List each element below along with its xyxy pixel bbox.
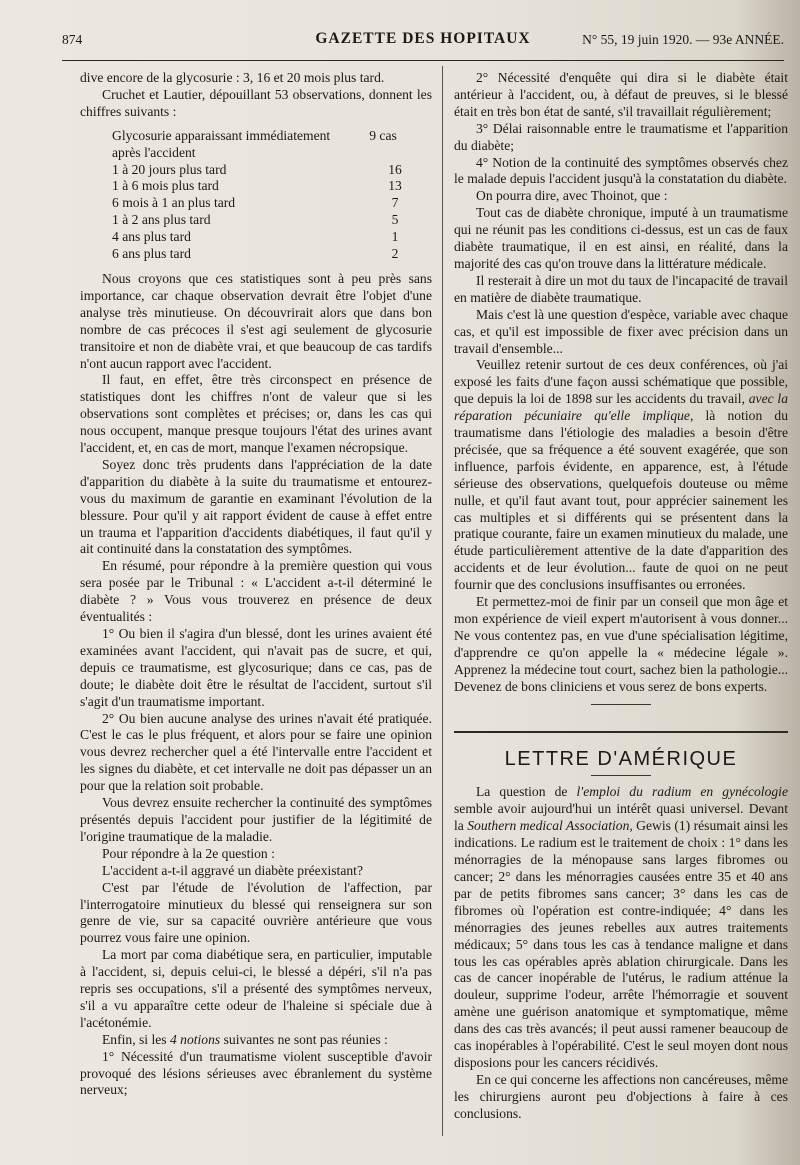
statistics-label: Glycosurie apparaissant immédiatement après l'accident [112,127,331,160]
text-run: suivantes ne sont pas réunies : [220,1031,388,1047]
paragraph [454,784,788,1071]
paragraph: Il faut, en effet, être très circonspect en présence de statistiques dont les chiffres n'ont de valeur que si les observations sont complètes et précises; or, dans les cas qui nous occupent, manque presque toujours l'état des urines avant l'accident, et, en cas de mort, manque l'examen nécropsique. [80,372,432,456]
emphasis: l'emploi du radium en gynécologie [576,784,788,800]
statistics-value: 5 [391,212,399,228]
statistics-label: 1 à 6 mois plus tard [112,178,219,194]
paragraph: 2° Nécessité d'enquête qui dira si le diabète était antérieur à l'accident, ou, à défaut de preuves, si le blessé était en très bon état de santé, s'il travaillait régulièrement; [454,70,788,119]
statistics-row [112,128,412,162]
statistics-row [112,246,412,263]
paragraph: dive encore de la glycosurie : 3, 16 et 20 mois plus tard. [80,70,385,85]
left-column [80,70,432,1099]
paragraph: Et permettez-moi de finir par un conseil que mon âge et mon expérience de vieil expert m'autorisent à vous donner... Ne vous contentez pas, en vue d'une spécialisation légitime, d'apprendre ce qu'on appelle la « médecine légale ». Apprenez la médecine tout court, sachez bien la pathologie... Devenez de bons cliniciens et vous serez de bons experts. [454,594,788,694]
paragraph [454,357,788,594]
statistics-row [112,212,412,229]
paragraph: 3° Délai raisonnable entre le traumatisme et l'apparition du diabète; [454,120,788,153]
paragraph: Mais c'est là une question d'espèce, variable avec chaque cas, et qu'il est impossible de fixer avec précision dans un travail d'ensemble... [454,306,788,356]
text-run: , Gewis (1) résumait ainsi les indications. Le radium est le traitement de choix : 1° dans les ménorragies de la ménopause sans larges fibromes ou cancer; 2° dans les ménorragies causées entre 35 et 40 ans par de petits fibromes sans cancer; 3° dans les cas de fibromes où l'opération est contre-indiquée; 4° dans les ménorragies des jeunes rebelles aux autres traitements médicaux; 5° dans tous les cas à tendance maligne et dans tous les cas opérables après ablation chirurgicale. Dans les cas de cancer inopérable de l'utérus, le radium atténue la douleur, supprime l'odeur, arrête l'hémorragie et souvent amène une guérison anatomique et symptomatique, même dans des cas très avancés; il peut aussi ramener beaucoup de cas inopérables à l'opérabilité. C'est le seul moyen dont nous disposions pour les cancers récidivés. [454,818,789,1070]
statistics-value: 16 [388,161,402,177]
text-run: , là notion du traumatisme dans l'étiologie des maladies a besoin d'être précisée, que sa fréquence a été souvent exagérée, que son influence, parfois évidente, en apparence, est, à l'étude sérieuse des observations, quelquefois douteuse ou même nulle, et qu'il faut avant tout, pour apprécier sainement les cas multiples et si différents qui se présentent dans la pratique courante, faire un examen minutieux du malade, une étude particulièrement attentive de la date d'apparition des accidents et de leur évolution... faute de quoi on ne peut fournir que des conclusions insuffisantes ou erronées. [454,408,788,593]
statistics-label: 1 à 2 ans plus tard [112,212,211,228]
paragraph [80,1032,432,1049]
emphasis: avec la réparation pécuniaire qu'elle implique [454,391,788,424]
paragraph: C'est par l'étude de l'évolution de l'affection, par l'interrogatoire minutieux du blessé qui renseignera sur son genre de vie, sur sa capacité ouvrière antérieure que vous pourrez vous faire une opinion. [80,879,432,946]
issue-info: N° 55, 19 juin 1920. — 93e ANNÉE. [582,32,784,47]
statistics-row [112,162,412,179]
paragraph: Tout cas de diabète chronique, imputé à un traumatisme qui ne réunit pas les conditions ci-dessus, est un cas de faux diabète traumatique, il en est ainsi, en réalité, dans la majorité des cas qu'on trouve dans la littérature médicale. [454,205,788,271]
text-run: La question de [476,784,577,800]
paragraph: Vous devrez ensuite rechercher la continuité des symptômes présentés depuis l'accident pour justifier de la légitimité de l'origine traumatique de la maladie. [80,795,432,844]
text-run: semble avoir aujourd'hui un intérêt quasi universel. Devant la [454,801,788,834]
statistics-value: 7 [391,195,399,211]
page-number: 874 [62,32,83,47]
paragraph: Il resterait à dire un mot du taux de l'incapacité de travail en matière de diabète traumatique. [454,272,788,305]
paragraph: En résumé, pour répondre à la première question qui vous sera posée par le Tribunal : « L'accident a-t-il déterminé le diabète ? » Vous vous trouverez en présence de deux éventualités : [80,558,432,625]
section-title: LETTRE D'AMÉRIQUE [504,747,738,770]
paragraph: Soyez donc très prudents dans l'appréciation de la date d'apparition du diabète à la suite du traumatisme et entourez-vous du maximum de garantie en examinant l'évolution de la blessure. Pour qu'il y ait rapport évident de cause à effet entre un trauma et l'apparition d'accidents diabétiques, il faut qu'il y ait continuité dans la constatation des symptômes. [80,456,432,557]
paragraph: L'accident a-t-il aggravé un diabète préexistant? [102,862,363,878]
paragraph: En ce qui concerne les affections non cancéreuses, même les chirurgiens auront peu d'objections à faire à ces conclusions. [454,1071,788,1121]
emphasis: 4 notions [169,1031,221,1047]
separator [591,775,651,776]
statistics-label: 4 ans plus tard [112,229,191,245]
paragraph: On pourra dire, avec Thoinot, que : [476,188,668,204]
statistics-row [112,229,412,246]
text-run: Enfin, si les [102,1031,170,1047]
statistics-value: 13 [388,178,402,194]
statistics-value: 1 [391,229,399,245]
statistics-row [112,195,412,212]
emphasis: Southern medical Association [467,818,630,834]
journal-title: GAZETTE DES HOPITAUX [315,30,531,47]
text-run: Veuillez retenir surtout de ces deux conférences, où j'ai exposé les faits d'une façon aussi schématique que possible, que depuis la loi de 1898 sur les accidents du travail, [454,357,788,407]
page-header [62,32,784,56]
paragraph: Cruchet et Lautier, dépouillant 53 observations, donnent les chiffres suivants : [80,86,432,119]
paragraph: 2° Ou bien aucune analyse des urines n'avait été pratiquée. C'est le cas le plus fréquent, et alors pour se faire une opinion vous devrez rechercher quel a été l'intervalle entre l'accident et les signes du diabète, et cet intervalle ne doit pas dépasser un an pour que la relation soit probable. [80,710,432,794]
statistics-value: 2 [391,246,399,262]
paragraph: 1° Ou bien il s'agira d'un blessé, dont les urines avaient été examinées avant l'accident, qui n'avait pas de sucre, et qui, depuis ce traumatisme, est glycosurique; dans ce cas, pas de doute; le diabète doit être le résultat de l'accident, surtout s'il s'agit d'un traumatisme important. [80,626,432,709]
statistics-value: 9 cas [369,127,397,143]
section-rule [454,731,788,733]
paragraph: Pour répondre à la 2e question : [102,845,275,861]
paragraph: 1° Nécessité d'un traumatisme violent susceptible d'avoir provoqué des lésions sérieuses avec ébranlement du système nerveux; [80,1048,432,1098]
statistics-label: 6 mois à 1 an plus tard [112,195,236,211]
statistics-list [112,128,412,263]
header-rule [62,60,784,61]
paragraph: 4° Notion de la continuité des symptômes observés chez le malade depuis l'accident jusqu'à la constatation du diabète. [454,154,788,187]
column-divider [442,66,443,1136]
paragraph: Nous croyons que ces statistiques sont à peu près sans importance, car chaque observation devrait être l'objet d'une analyse très minutieuse. On découvrirait alors que dans bon nombre de cas précoces il s'est agi seulement de glycosurie transitoire et non de diabète vrai, et que beaucoup de cas tardifs n'ont aucun rapport avec l'accident. [80,270,432,371]
right-column [454,70,788,1123]
paragraph: La mort par coma diabétique sera, en particulier, imputable à l'accident, si, depuis celui-ci, le blessé a dépéri, s'il n'a pas repris ses occupations, s'il a présenté des symptômes nerveux, s'il a vu apparaître cette odeur de l'haleine si spéciale due à l'acétonémie. [80,947,432,1030]
statistics-label: 6 ans plus tard [112,246,191,262]
statistics-row [112,178,412,195]
separator [591,704,651,705]
statistics-label: 1 à 20 jours plus tard [112,161,227,177]
